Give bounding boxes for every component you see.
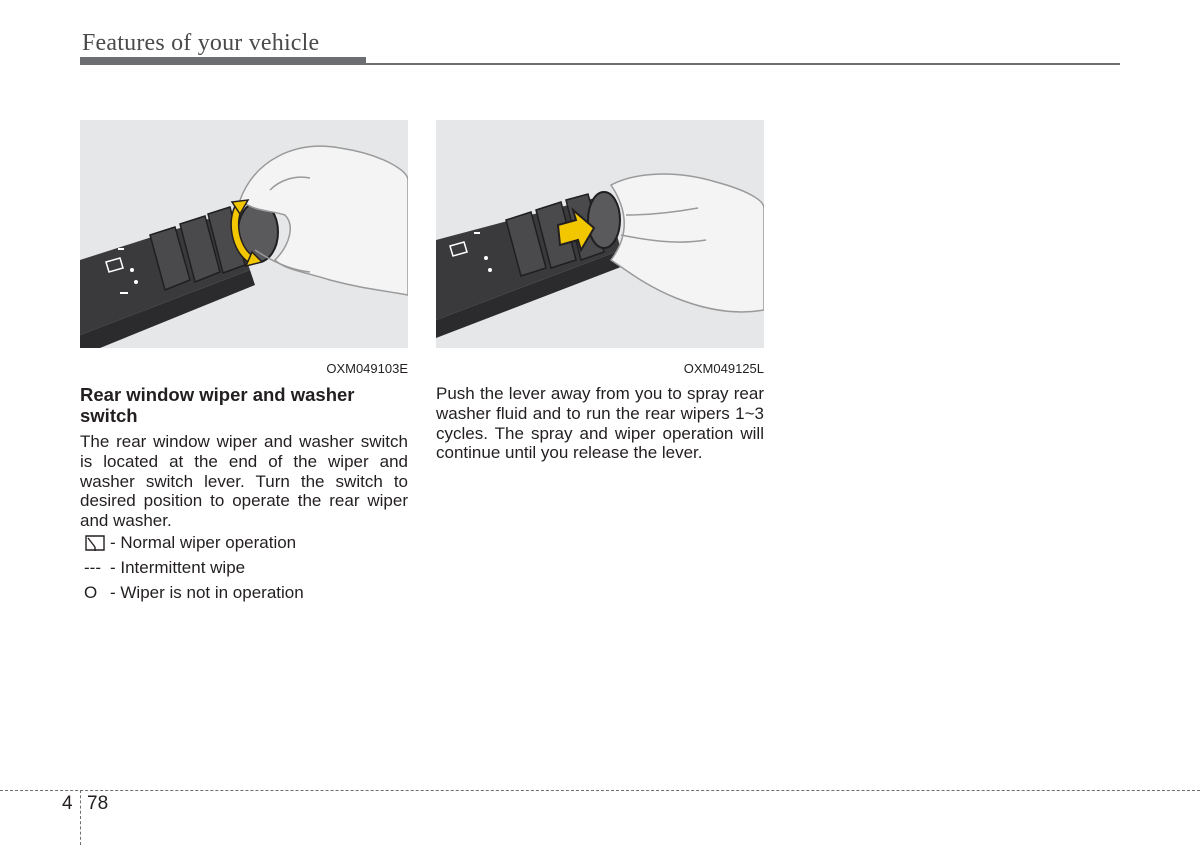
wiper-icon — [84, 534, 110, 552]
footer-rule — [0, 790, 1200, 791]
legend-text-off: - Wiper is not in operation — [110, 583, 304, 602]
footer-divider — [80, 790, 81, 845]
legend-item-off — [84, 583, 304, 603]
figure-rotate-switch — [80, 120, 408, 348]
page-header-title: Features of your vehicle — [82, 30, 320, 56]
lever-push-illustration — [436, 120, 764, 348]
header-rule-thin — [366, 63, 1120, 65]
section-heading: Rear window wiper and washer switch — [80, 384, 355, 426]
chapter-number: 4 — [62, 793, 73, 814]
legend-symbol-off: O — [84, 583, 98, 602]
page-number: 78 — [87, 793, 109, 814]
header-rule-thick — [80, 57, 366, 65]
figure-push-lever — [436, 120, 764, 348]
left-paragraph: The rear window wiper and washer switch is located at the end of the wiper and washer switch lever. Turn the switch to desired position to operate the rear wiper and washer. — [80, 432, 408, 531]
legend-item-normal — [84, 533, 296, 553]
legend-text-normal: - Normal wiper operation — [110, 533, 297, 552]
legend-text-intermittent: - Intermittent wipe — [110, 558, 246, 577]
lever-rotate-illustration — [80, 120, 408, 348]
right-paragraph: Push the lever away from you to spray rear washer fluid and to run the rear wipers 1~3 cycles. The spray and wiper operation will continue until you release the lever. — [436, 384, 764, 463]
legend-symbol-dashes: --- — [84, 558, 101, 577]
figure-code-left: OXM049103E — [326, 361, 408, 376]
figure-code-right: OXM049125L — [683, 361, 764, 376]
legend-item-intermittent — [84, 558, 245, 578]
